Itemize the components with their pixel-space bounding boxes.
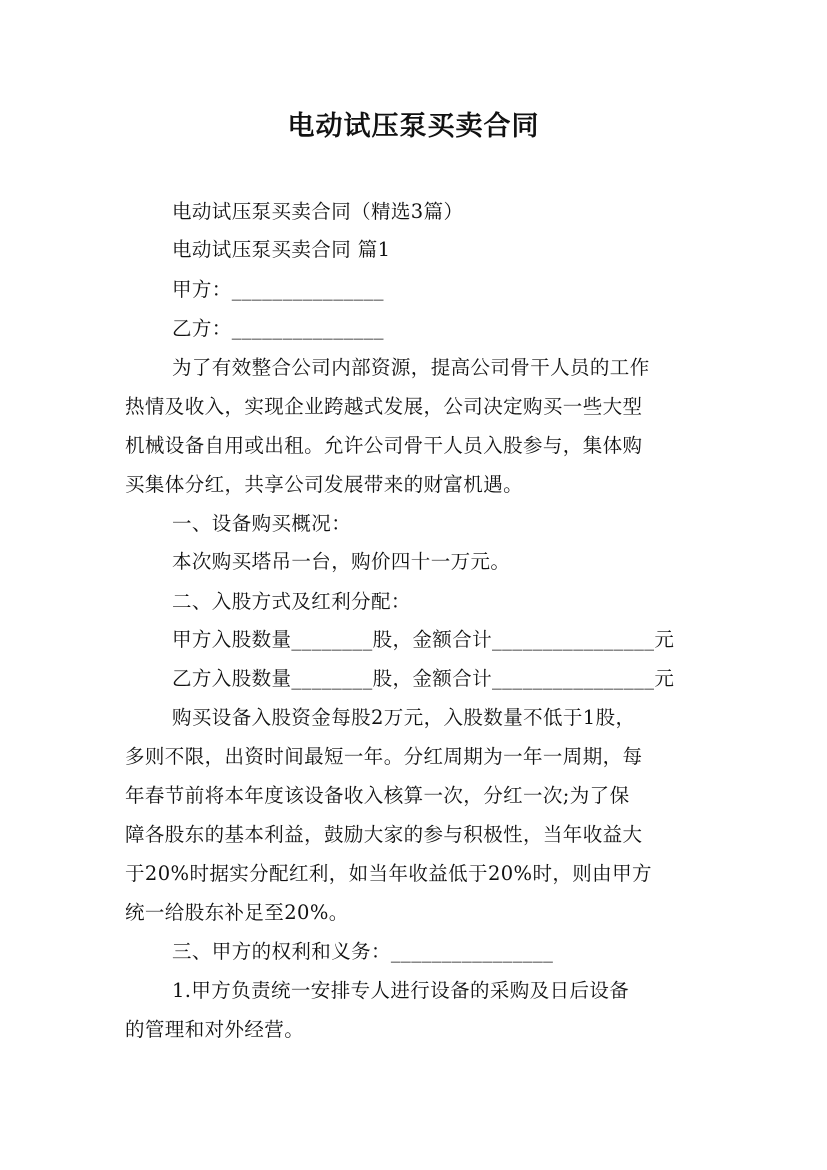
paragraph-line: 本次购买塔吊一台，购价四十一万元。	[172, 550, 511, 573]
party-b-line: 乙方：_______________	[172, 317, 384, 340]
paragraph-line: 购买设备入股资金每股2万元，入股数量不低于1股，	[172, 706, 636, 729]
paragraph-line: 多则不限，出资时间最短一年。分红周期为一年一周期，每	[125, 745, 643, 768]
paragraph-line: 买集体分红，共享公司发展带来的财富机遇。	[125, 473, 524, 496]
paragraph-line: 的管理和对外经营。	[125, 1018, 305, 1041]
paragraph-line: 统一给股东补足至20%。	[125, 901, 349, 924]
share-line-b: 乙方入股数量________股，金额合计________________元	[172, 667, 675, 690]
subtitle-line: 电动试压泵买卖合同（精选3篇）	[172, 200, 464, 223]
paragraph-line: 为了有效整合公司内部资源，提高公司骨干人员的工作	[172, 356, 650, 379]
paragraph-line: 于20%时据实分配红利，如当年收益低于20%时，则由甲方	[125, 862, 652, 885]
clause-heading-line: 三、甲方的权利和义务：________________	[172, 940, 554, 963]
paragraph-line: 机械设备自用或出租。允许公司骨干人员入股参与，集体购	[125, 434, 643, 457]
party-a-line: 甲方：_______________	[172, 278, 384, 301]
paragraph-line: 1.甲方负责统一安排专人进行设备的采购及日后设备	[172, 979, 630, 1002]
clause-heading-line: 二、入股方式及红利分配：	[172, 590, 411, 613]
clause-heading-line: 一、设备购买概况：	[172, 512, 352, 535]
paragraph-line: 年春节前将本年度该设备收入核算一次，分红一次;为了保	[125, 784, 630, 807]
paragraph-line: 障各股东的基本利益，鼓励大家的参与积极性，当年收益大	[125, 823, 643, 846]
document-title: 电动试压泵买卖合同	[287, 111, 540, 142]
section-heading-line: 电动试压泵买卖合同 篇1	[172, 238, 391, 261]
share-line-a: 甲方入股数量________股，金额合计________________元	[172, 628, 675, 651]
paragraph-line: 热情及收入，实现企业跨越式发展，公司决定购买一些大型	[125, 395, 643, 418]
